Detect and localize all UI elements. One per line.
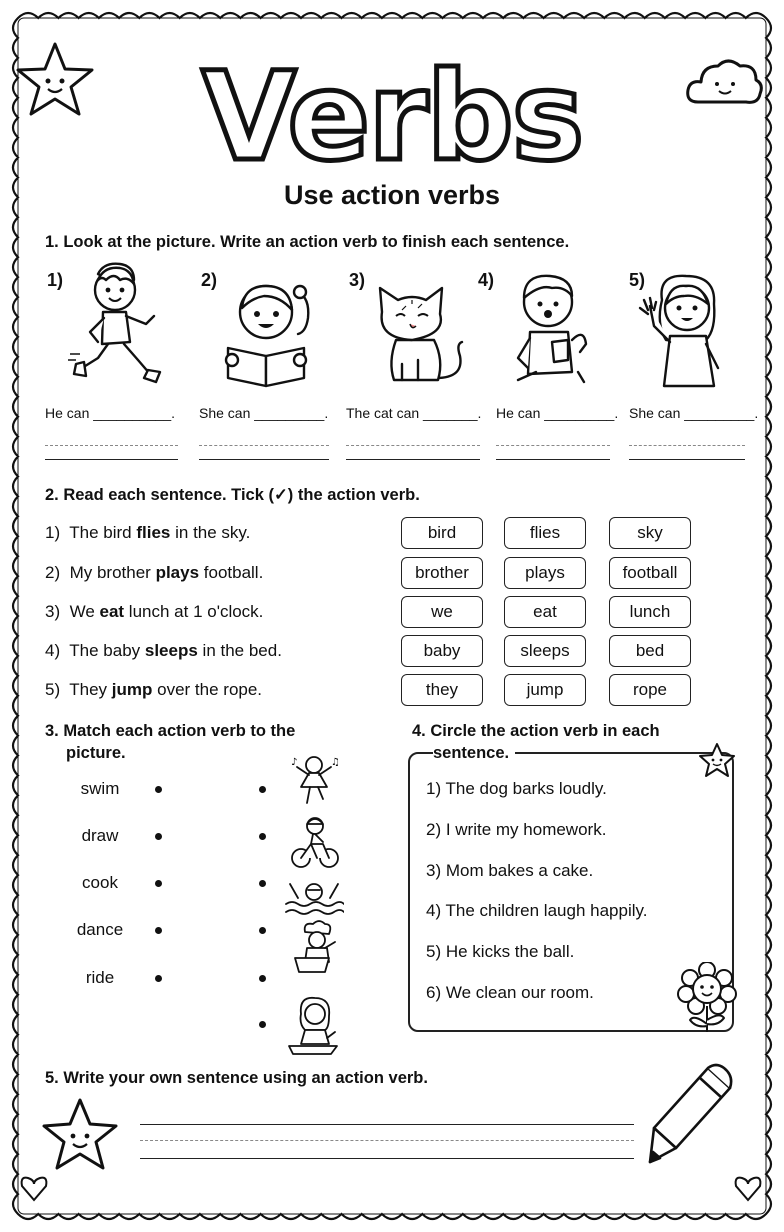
match-dot-right[interactable] [259, 927, 266, 934]
heart-icon [736, 1178, 761, 1200]
match-dot-right[interactable] [259, 975, 266, 982]
swimmer-icon [284, 876, 344, 916]
match-dot-left[interactable] [155, 927, 162, 934]
match-verb: cook [82, 873, 118, 892]
circle-sentence[interactable]: 5) He kicks the ball. [426, 942, 575, 961]
sentence-prompt: She can _________. [199, 405, 329, 421]
match-dot-right[interactable] [259, 880, 266, 887]
cat-licking-icon [372, 286, 468, 388]
tick-option-box[interactable]: football [609, 557, 691, 589]
tick-option-box[interactable]: sleeps [504, 635, 586, 667]
sentence-prompt: He can __________. [45, 405, 175, 421]
circle-sentence[interactable]: 6) We clean our room. [426, 983, 594, 1002]
dancing-girl-icon [287, 753, 341, 807]
sentence-prompt: He can _________. [496, 405, 619, 421]
flower-face-icon [676, 962, 738, 1034]
section4-heading-cont: sentence. [433, 744, 515, 763]
writing-line[interactable] [140, 1158, 634, 1159]
sentence-row: 3) We eat lunch at 1 o'clock. [45, 602, 264, 621]
writing-line[interactable] [346, 459, 480, 460]
sentence-prompt: The cat can _______. [346, 405, 482, 421]
match-dot-left[interactable] [155, 975, 162, 982]
svg-text:♪: ♪ [291, 757, 298, 768]
match-dot-left[interactable] [155, 833, 162, 840]
tick-option-box[interactable]: bird [401, 517, 483, 549]
tick-option-box[interactable]: we [401, 596, 483, 628]
action-verb: flies [136, 523, 171, 542]
action-verb: plays [155, 563, 200, 582]
section2-heading: 2. Read each sentence. Tick (✓) the action verb. [45, 486, 420, 504]
match-dot-right[interactable] [259, 786, 266, 793]
item-number: 1) [47, 270, 64, 290]
running-boy-icon [68, 258, 164, 390]
match-verb: swim [80, 779, 120, 798]
tick-option-box[interactable]: jump [504, 674, 586, 706]
sentence-prompt: She can _________. [629, 405, 759, 421]
match-dot-right[interactable] [259, 1021, 266, 1028]
writing-line[interactable] [629, 459, 745, 460]
writing-guide-line [45, 445, 178, 446]
circle-sentence[interactable]: 4) The children laugh happily. [426, 901, 648, 920]
writing-line[interactable] [199, 459, 329, 460]
writing-guide-line [496, 445, 610, 446]
reading-girl-icon [218, 278, 318, 390]
tick-option-box[interactable]: flies [504, 517, 586, 549]
sentence-row: 4) The baby sleeps in the bed. [45, 641, 282, 660]
circle-sentence[interactable]: 1) The dog barks loudly. [426, 779, 607, 798]
match-verb: dance [76, 920, 124, 939]
tick-option-box[interactable]: plays [504, 557, 586, 589]
action-verb: sleeps [144, 641, 198, 660]
section5-heading: 5. Write your own sentence using an action verb. [45, 1069, 428, 1087]
writing-guide-line [629, 445, 745, 446]
section3-heading-cont: picture. [66, 744, 126, 762]
cyclist-icon [289, 814, 341, 870]
match-verb: ride [85, 968, 115, 987]
sentence-row: 5) They jump over the rope. [45, 680, 263, 699]
item-number: 3) [349, 270, 366, 290]
tick-option-box[interactable]: eat [504, 596, 586, 628]
writing-line[interactable] [140, 1124, 634, 1125]
item-number: 5) [629, 270, 646, 290]
sentence-row: 1) The bird flies in the sky. [45, 523, 251, 542]
section4-heading: 4. Circle the action verb in each [412, 722, 660, 740]
action-verb: jump [111, 680, 153, 699]
tick-option-box[interactable]: brother [401, 557, 483, 589]
writing-line[interactable] [45, 459, 178, 460]
item-number: 2) [201, 270, 218, 290]
waving-girl-icon [636, 270, 728, 390]
tick-option-box[interactable]: they [401, 674, 483, 706]
tick-option-box[interactable]: lunch [609, 596, 691, 628]
match-dot-left[interactable] [155, 880, 162, 887]
svg-text:♫: ♫ [331, 757, 340, 768]
tick-option-box[interactable]: sky [609, 517, 691, 549]
circle-sentence[interactable]: 3) Mom bakes a cake. [426, 861, 594, 880]
tick-option-box[interactable]: baby [401, 635, 483, 667]
tick-option-box[interactable]: rope [609, 674, 691, 706]
heart-icon [22, 1178, 47, 1200]
item-number: 4) [478, 270, 495, 290]
circle-sentence[interactable]: 2) I write my homework. [426, 820, 607, 839]
star-face-icon [40, 1096, 120, 1172]
section3-heading: 3. Match each action verb to the [45, 722, 296, 740]
match-dot-left[interactable] [155, 786, 162, 793]
writing-guide-line [140, 1140, 634, 1141]
match-verb: draw [81, 826, 119, 845]
tick-option-box[interactable]: bed [609, 635, 691, 667]
writing-guide-line [346, 445, 480, 446]
sentence-row: 2) My brother plays football. [45, 563, 264, 582]
section1-heading: 1. Look at the picture. Write an action verb to finish each sentence. [45, 233, 570, 251]
small-star-icon [698, 742, 736, 778]
page-title: Verbs [201, 46, 583, 188]
pencil-icon [646, 1062, 736, 1166]
page-subtitle: Use action verbs [283, 180, 501, 210]
match-dot-right[interactable] [259, 833, 266, 840]
girl-drawing-icon [285, 994, 341, 1056]
action-verb: eat [99, 602, 125, 621]
drinking-boy-icon [510, 268, 596, 390]
writing-line[interactable] [496, 459, 610, 460]
writing-guide-line [199, 445, 329, 446]
chef-cooking-icon [289, 918, 339, 976]
